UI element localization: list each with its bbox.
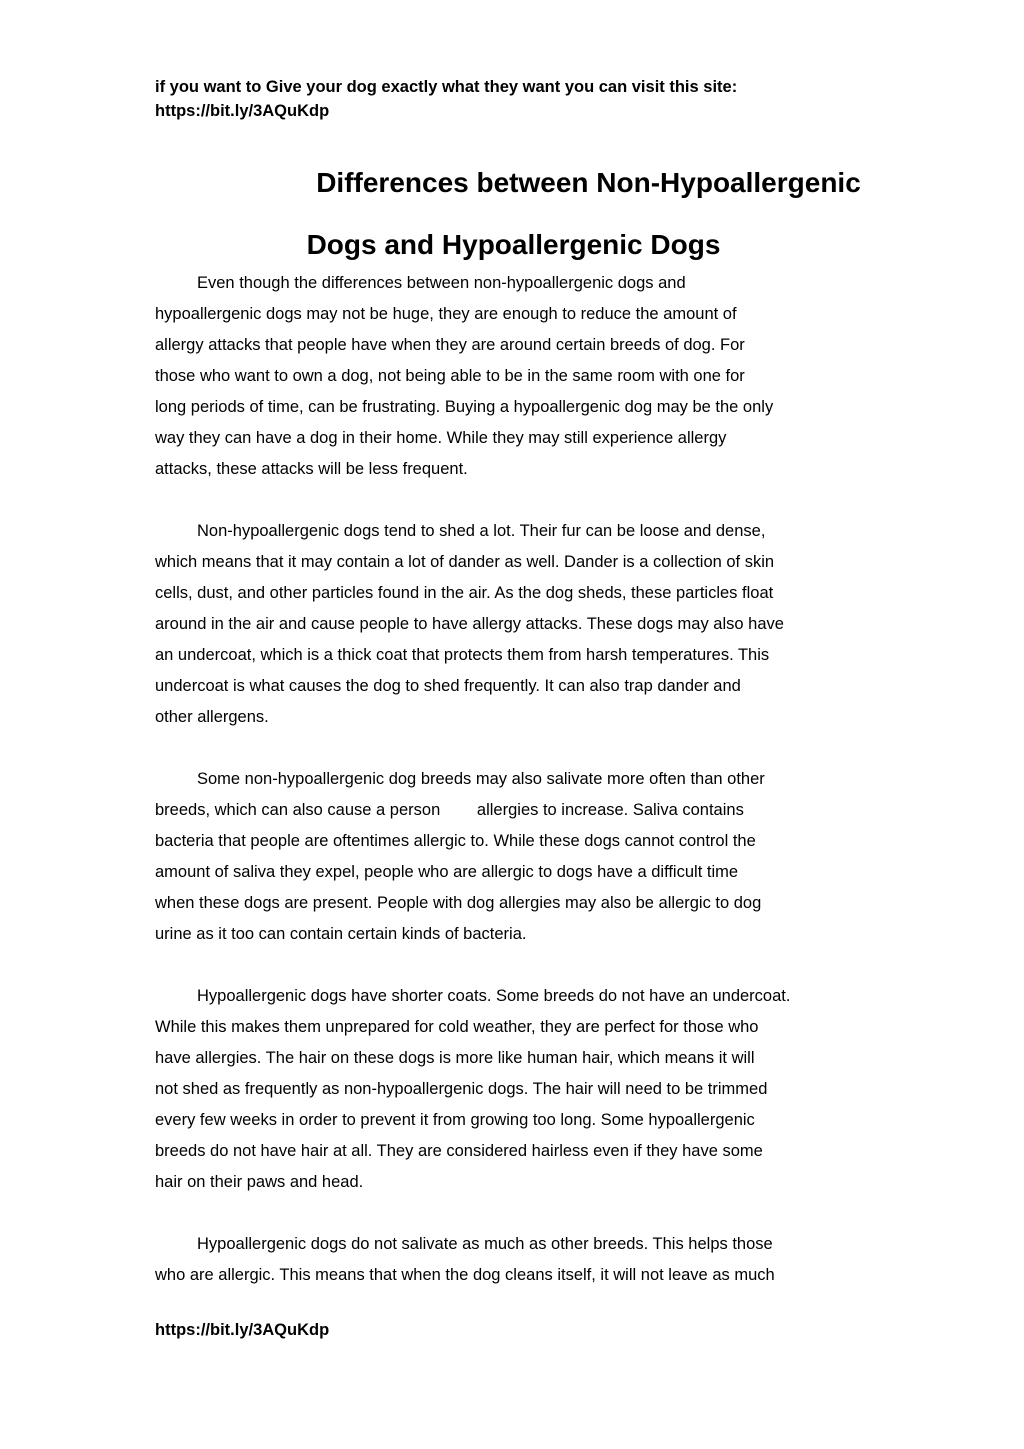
text-line: long periods of time, can be frustrating. Buying a hypoallergenic dog may be the only xyxy=(155,398,774,416)
text-line: urine as it too can contain certain kinds of bacteria. xyxy=(155,925,527,943)
text-line: those who want to own a dog, not being able to be in the same room with one for xyxy=(155,367,745,385)
header-link[interactable]: https://bit.ly/3AQuKdp xyxy=(155,102,330,120)
text-line: breeds, which can also cause a person allergies to increase. Saliva contains xyxy=(155,801,744,819)
text-line: breeds do not have hair at all. They are considered hairless even if they have some xyxy=(155,1142,763,1160)
paragraph xyxy=(155,981,885,1198)
paragraph xyxy=(155,516,885,733)
text-line: attacks, these attacks will be less frequent. xyxy=(155,460,468,478)
text-line: who are allergic. This means that when the dog cleans itself, it will not leave as much xyxy=(155,1266,775,1284)
article-body xyxy=(155,268,885,1322)
text-line: Hypoallergenic dogs do not salivate as much as other breeds. This helps those xyxy=(197,1235,773,1253)
text-line: an undercoat, which is a thick coat that protects them from harsh temperatures. This xyxy=(155,646,770,664)
footer-link[interactable]: https://bit.ly/3AQuKdp xyxy=(155,1321,330,1339)
text-line: amount of saliva they expel, people who are allergic to dogs have a difficult time xyxy=(155,863,739,881)
text-line: undercoat is what causes the dog to shed frequently. It can also trap dander and xyxy=(155,677,741,695)
text-line: other allergens. xyxy=(155,708,269,726)
text-line: allergy attacks that people have when they are around certain breeds of dog. For xyxy=(155,336,745,354)
text-line: bacteria that people are oftentimes allergic to. While these dogs cannot control the xyxy=(155,832,756,850)
text-line: hypoallergenic dogs may not be huge, they are enough to reduce the amount of xyxy=(155,305,737,323)
footer xyxy=(155,1318,329,1342)
title-line-2: Dogs and Hypoallergenic Dogs xyxy=(306,229,721,260)
text-line: way they can have a dog in their home. While they may still experience allergy xyxy=(155,429,727,447)
paragraph xyxy=(155,268,885,485)
text-line: every few weeks in order to prevent it from growing too long. Some hypoallergenic xyxy=(155,1111,755,1129)
text-line: Hypoallergenic dogs have shorter coats. Some breeds do not have an undercoat. xyxy=(197,987,791,1005)
title-line-1: Differences between Non-Hypoallergenic xyxy=(316,167,861,198)
text-line: which means that it may contain a lot of dander as well. Dander is a collection of skin xyxy=(155,553,775,571)
paragraph xyxy=(155,764,885,950)
text-line: Even though the differences between non-hypoallergenic dogs and xyxy=(197,274,686,292)
text-line: Non-hypoallergenic dogs tend to shed a lot. Their fur can be loose and dense, xyxy=(197,522,766,540)
page-title xyxy=(155,152,872,276)
text-line: around in the air and cause people to have allergy attacks. These dogs may also have xyxy=(155,615,784,633)
header-note-text: if you want to Give your dog exactly what they want you can visit this site: xyxy=(155,78,738,96)
header-note xyxy=(155,75,875,123)
text-line: Some non-hypoallergenic dog breeds may also salivate more often than other xyxy=(197,770,765,788)
text-line: not shed as frequently as non-hypoallergenic dogs. The hair will need to be trimmed xyxy=(155,1080,768,1098)
text-line: While this makes them unprepared for cold weather, they are perfect for those who xyxy=(155,1018,759,1036)
text-line: have allergies. The hair on these dogs is more like human hair, which means it will xyxy=(155,1049,755,1067)
paragraph xyxy=(155,1229,885,1291)
text-line: hair on their paws and head. xyxy=(155,1173,364,1191)
text-line: cells, dust, and other particles found in the air. As the dog sheds, these particles float xyxy=(155,584,774,602)
text-line: when these dogs are present. People with dog allergies may also be allergic to dog xyxy=(155,894,762,912)
